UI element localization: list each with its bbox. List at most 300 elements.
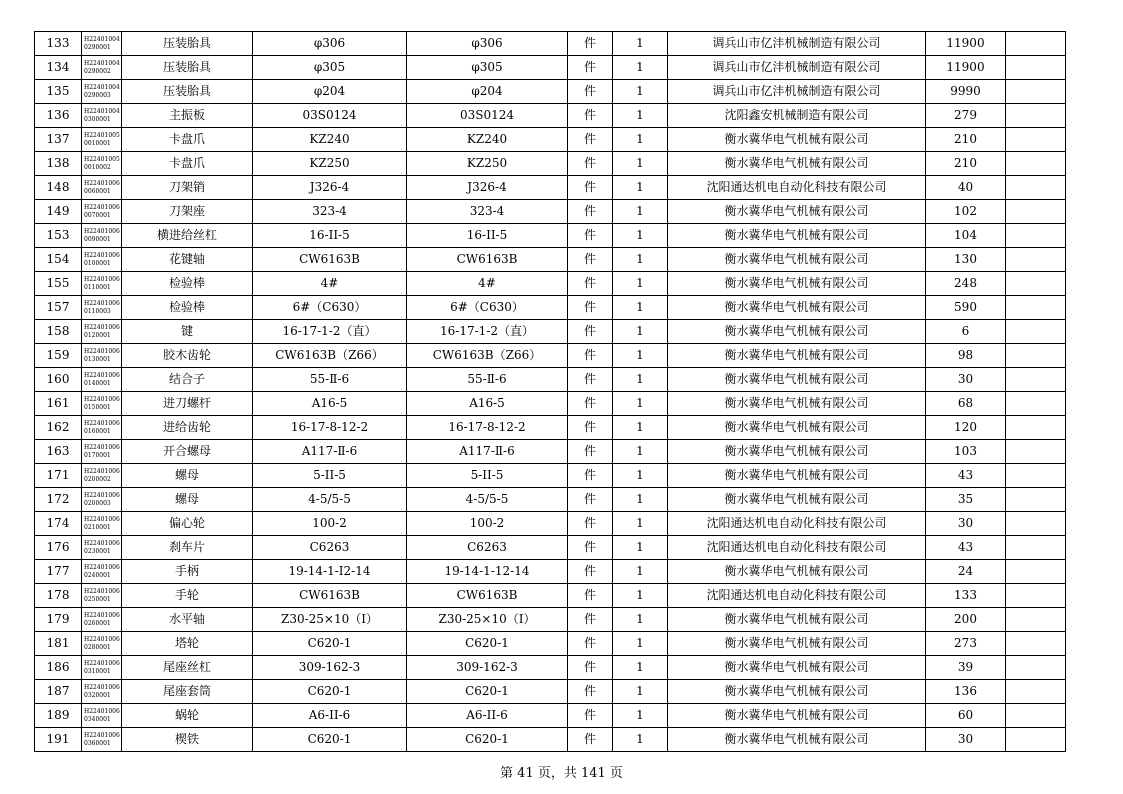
table-row	[35, 440, 1066, 464]
quantity-cell: 1	[613, 464, 668, 488]
remark-cell	[1006, 224, 1066, 248]
model-cell: 55-Ⅱ-6	[407, 368, 568, 392]
row-index-cell: 159	[35, 344, 82, 368]
quantity-cell: 1	[613, 32, 668, 56]
table-row	[35, 344, 1066, 368]
remark-cell	[1006, 56, 1066, 80]
item-code-cell	[82, 104, 122, 128]
remark-cell	[1006, 200, 1066, 224]
spec-cell: KZ240	[253, 128, 407, 152]
unit-cell: 件	[568, 464, 613, 488]
price-cell: 43	[926, 536, 1006, 560]
supplier-cell: 衡水冀华电气机械有限公司	[668, 392, 926, 416]
item-code-part: 0060001	[84, 187, 111, 195]
quantity-cell: 1	[613, 704, 668, 728]
quantity-cell: 1	[613, 416, 668, 440]
model-cell: 309-162-3	[407, 656, 568, 680]
supplier-cell: 衡水冀华电气机械有限公司	[668, 248, 926, 272]
quantity-cell: 1	[613, 224, 668, 248]
table-row	[35, 320, 1066, 344]
model-cell: KZ240	[407, 128, 568, 152]
model-cell: J326-4	[407, 176, 568, 200]
model-cell: A117-Ⅱ-6	[407, 440, 568, 464]
item-name-cell: 水平轴	[122, 608, 253, 632]
item-name-cell: 偏心轮	[122, 512, 253, 536]
unit-cell: 件	[568, 320, 613, 344]
row-index-cell: 191	[35, 728, 82, 752]
unit-cell: 件	[568, 608, 613, 632]
remark-cell	[1006, 416, 1066, 440]
row-index-cell: 137	[35, 128, 82, 152]
row-index-cell: 149	[35, 200, 82, 224]
remark-cell	[1006, 80, 1066, 104]
item-code-cell	[82, 488, 122, 512]
item-code-part: H22401006	[84, 395, 120, 403]
row-index-cell: 157	[35, 296, 82, 320]
item-code-cell	[82, 392, 122, 416]
item-name-cell: 压装胎具	[122, 56, 253, 80]
item-code-part: H22401006	[84, 227, 120, 235]
quantity-cell: 1	[613, 608, 668, 632]
item-name-cell: 横进给丝杠	[122, 224, 253, 248]
item-code-part: 0130001	[84, 355, 111, 363]
item-code-part: H22401006	[84, 179, 120, 187]
spec-cell: 16-II-5	[253, 224, 407, 248]
item-code-cell	[82, 464, 122, 488]
item-code-part: H22401006	[84, 323, 120, 331]
remark-cell	[1006, 344, 1066, 368]
row-index-cell: 171	[35, 464, 82, 488]
row-index-cell: 179	[35, 608, 82, 632]
price-cell: 130	[926, 248, 1006, 272]
spec-cell: CW6163B	[253, 584, 407, 608]
table-row	[35, 200, 1066, 224]
table-row	[35, 488, 1066, 512]
supplier-cell: 调兵山市亿沣机械制造有限公司	[668, 56, 926, 80]
price-cell: 6	[926, 320, 1006, 344]
item-code-part: 0250001	[84, 595, 111, 603]
unit-cell: 件	[568, 344, 613, 368]
item-code-cell	[82, 320, 122, 344]
quantity-cell: 1	[613, 632, 668, 656]
quantity-cell: 1	[613, 104, 668, 128]
table-row	[35, 512, 1066, 536]
row-index-cell: 160	[35, 368, 82, 392]
item-code-cell	[82, 152, 122, 176]
unit-cell: 件	[568, 680, 613, 704]
quantity-cell: 1	[613, 80, 668, 104]
item-code-part: H22401006	[84, 707, 120, 715]
row-index-cell: 162	[35, 416, 82, 440]
supplier-cell: 衡水冀华电气机械有限公司	[668, 272, 926, 296]
item-code-part: 0310001	[84, 667, 111, 675]
supplier-cell: 调兵山市亿沣机械制造有限公司	[668, 80, 926, 104]
model-cell: 16-II-5	[407, 224, 568, 248]
price-cell: 24	[926, 560, 1006, 584]
supplier-cell: 衡水冀华电气机械有限公司	[668, 560, 926, 584]
price-cell: 279	[926, 104, 1006, 128]
item-name-cell: 压装胎具	[122, 80, 253, 104]
table-row	[35, 728, 1066, 752]
spec-cell: 4-5/5-5	[253, 488, 407, 512]
item-name-cell: 检验棒	[122, 272, 253, 296]
supplier-cell: 衡水冀华电气机械有限公司	[668, 608, 926, 632]
price-cell: 200	[926, 608, 1006, 632]
item-code-cell	[82, 248, 122, 272]
price-cell: 68	[926, 392, 1006, 416]
item-name-cell: 尾座套筒	[122, 680, 253, 704]
supplier-cell: 衡水冀华电气机械有限公司	[668, 320, 926, 344]
row-index-cell: 161	[35, 392, 82, 416]
unit-cell: 件	[568, 728, 613, 752]
quantity-cell: 1	[613, 200, 668, 224]
item-code-part: H22401006	[84, 587, 120, 595]
unit-cell: 件	[568, 104, 613, 128]
item-code-cell	[82, 728, 122, 752]
table-row	[35, 368, 1066, 392]
supplier-cell: 衡水冀华电气机械有限公司	[668, 680, 926, 704]
supplier-cell: 衡水冀华电气机械有限公司	[668, 728, 926, 752]
item-code-cell	[82, 176, 122, 200]
table-row	[35, 296, 1066, 320]
quantity-cell: 1	[613, 176, 668, 200]
spec-cell: 5-II-5	[253, 464, 407, 488]
unit-cell: 件	[568, 56, 613, 80]
item-code-part: H22401006	[84, 275, 120, 283]
table-row	[35, 536, 1066, 560]
item-code-part: 0170001	[84, 451, 111, 459]
item-code-part: H22401006	[84, 659, 120, 667]
item-code-cell	[82, 272, 122, 296]
spec-cell: J326-4	[253, 176, 407, 200]
unit-cell: 件	[568, 416, 613, 440]
table-row	[35, 272, 1066, 296]
spec-cell: Z30-25×10（I）	[253, 608, 407, 632]
row-index-cell: 148	[35, 176, 82, 200]
item-code-part: H22401005	[84, 131, 120, 139]
spec-cell: A6-II-6	[253, 704, 407, 728]
table-row	[35, 392, 1066, 416]
page-footer: 第 41 页，共 141 页	[500, 766, 623, 781]
item-code-part: H22401006	[84, 299, 120, 307]
remark-cell	[1006, 488, 1066, 512]
item-code-cell	[82, 200, 122, 224]
table-row	[35, 104, 1066, 128]
spec-cell: φ204	[253, 80, 407, 104]
item-code-cell	[82, 536, 122, 560]
unit-cell: 件	[568, 656, 613, 680]
item-name-cell: 卡盘爪	[122, 128, 253, 152]
item-code-part: H22401006	[84, 443, 120, 451]
price-cell: 273	[926, 632, 1006, 656]
quantity-cell: 1	[613, 440, 668, 464]
item-code-cell	[82, 680, 122, 704]
item-code-part: H22401006	[84, 371, 120, 379]
supplier-cell: 沈阳通达机电自动化科技有限公司	[668, 584, 926, 608]
model-cell: C620-1	[407, 632, 568, 656]
table-row	[35, 80, 1066, 104]
supplier-cell: 衡水冀华电气机械有限公司	[668, 464, 926, 488]
remark-cell	[1006, 680, 1066, 704]
table-row	[35, 584, 1066, 608]
supplier-cell: 衡水冀华电气机械有限公司	[668, 200, 926, 224]
price-cell: 103	[926, 440, 1006, 464]
item-code-part: H22401006	[84, 251, 120, 259]
item-name-cell: 花键轴	[122, 248, 253, 272]
unit-cell: 件	[568, 512, 613, 536]
item-code-part: 0100001	[84, 259, 111, 267]
item-name-cell: 螺母	[122, 488, 253, 512]
price-cell: 102	[926, 200, 1006, 224]
remark-cell	[1006, 176, 1066, 200]
item-code-cell	[82, 296, 122, 320]
spec-cell: φ305	[253, 56, 407, 80]
item-code-cell	[82, 440, 122, 464]
item-code-part: H22401006	[84, 611, 120, 619]
model-cell: C620-1	[407, 728, 568, 752]
item-code-part: 0150001	[84, 403, 111, 411]
supplier-cell: 衡水冀华电气机械有限公司	[668, 440, 926, 464]
price-cell: 39	[926, 656, 1006, 680]
row-index-cell: 158	[35, 320, 82, 344]
unit-cell: 件	[568, 584, 613, 608]
remark-cell	[1006, 536, 1066, 560]
remark-cell	[1006, 728, 1066, 752]
item-name-cell: 手柄	[122, 560, 253, 584]
item-name-cell: 主振板	[122, 104, 253, 128]
unit-cell: 件	[568, 128, 613, 152]
price-cell: 11900	[926, 32, 1006, 56]
item-code-part: 0290003	[84, 91, 111, 99]
unit-cell: 件	[568, 632, 613, 656]
spec-cell: C620-1	[253, 632, 407, 656]
row-index-cell: 174	[35, 512, 82, 536]
row-index-cell: 189	[35, 704, 82, 728]
item-name-cell: 刹车片	[122, 536, 253, 560]
row-index-cell: 177	[35, 560, 82, 584]
model-cell: 16-17-8-12-2	[407, 416, 568, 440]
remark-cell	[1006, 320, 1066, 344]
item-code-part: H22401004	[84, 83, 120, 91]
remark-cell	[1006, 608, 1066, 632]
item-code-part: H22401004	[84, 107, 120, 115]
unit-cell: 件	[568, 200, 613, 224]
supplier-cell: 沈阳通达机电自动化科技有限公司	[668, 512, 926, 536]
item-code-part: 0240001	[84, 571, 111, 579]
item-name-cell: 开合螺母	[122, 440, 253, 464]
spec-cell: 323-4	[253, 200, 407, 224]
remark-cell	[1006, 584, 1066, 608]
item-code-part: H22401004	[84, 59, 120, 67]
item-code-part: H22401006	[84, 515, 120, 523]
supplier-cell: 衡水冀华电气机械有限公司	[668, 152, 926, 176]
spec-cell: C620-1	[253, 680, 407, 704]
price-cell: 133	[926, 584, 1006, 608]
quantity-cell: 1	[613, 584, 668, 608]
quantity-cell: 1	[613, 728, 668, 752]
table-row	[35, 248, 1066, 272]
item-code-part: 0200002	[84, 475, 111, 483]
spec-cell: 16-17-1-2（直）	[253, 320, 407, 344]
item-name-cell: 检验棒	[122, 296, 253, 320]
item-code-part: H22401006	[84, 419, 120, 427]
spec-cell: 55-Ⅱ-6	[253, 368, 407, 392]
quantity-cell: 1	[613, 320, 668, 344]
spec-cell: 16-17-8-12-2	[253, 416, 407, 440]
price-cell: 35	[926, 488, 1006, 512]
price-cell: 210	[926, 128, 1006, 152]
item-code-part: 0120001	[84, 331, 111, 339]
unit-cell: 件	[568, 224, 613, 248]
supplier-cell: 沈阳通达机电自动化科技有限公司	[668, 536, 926, 560]
item-code-part: 0090001	[84, 235, 111, 243]
table-row	[35, 704, 1066, 728]
item-code-part: 0230001	[84, 547, 111, 555]
unit-cell: 件	[568, 152, 613, 176]
item-code-cell	[82, 704, 122, 728]
remark-cell	[1006, 512, 1066, 536]
item-name-cell: 进刀螺杆	[122, 392, 253, 416]
model-cell: CW6163B（Z66）	[407, 344, 568, 368]
item-code-part: 0010002	[84, 163, 111, 171]
spec-cell: 4#	[253, 272, 407, 296]
item-code-part: 0300001	[84, 115, 111, 123]
supplier-cell: 衡水冀华电气机械有限公司	[668, 416, 926, 440]
model-cell: 19-14-1-12-14	[407, 560, 568, 584]
model-cell: A6-II-6	[407, 704, 568, 728]
row-index-cell: 187	[35, 680, 82, 704]
supplier-cell: 衡水冀华电气机械有限公司	[668, 704, 926, 728]
model-cell: 100-2	[407, 512, 568, 536]
quantity-cell: 1	[613, 368, 668, 392]
spec-cell: 03S0124	[253, 104, 407, 128]
unit-cell: 件	[568, 248, 613, 272]
price-cell: 98	[926, 344, 1006, 368]
price-cell: 60	[926, 704, 1006, 728]
unit-cell: 件	[568, 32, 613, 56]
table-row	[35, 176, 1066, 200]
item-code-part: H22401004	[84, 35, 120, 43]
remark-cell	[1006, 464, 1066, 488]
supplier-cell: 衡水冀华电气机械有限公司	[668, 224, 926, 248]
model-cell: 323-4	[407, 200, 568, 224]
item-name-cell: 蜗轮	[122, 704, 253, 728]
spec-cell: A16-5	[253, 392, 407, 416]
item-code-part: 0320001	[84, 691, 111, 699]
model-cell: 6#（C630）	[407, 296, 568, 320]
item-code-part: H22401006	[84, 635, 120, 643]
item-code-part: H22401006	[84, 491, 120, 499]
item-name-cell: 压装胎具	[122, 32, 253, 56]
price-cell: 9990	[926, 80, 1006, 104]
supplier-cell: 衡水冀华电气机械有限公司	[668, 344, 926, 368]
remark-cell	[1006, 392, 1066, 416]
price-table	[34, 31, 1066, 752]
item-code-cell	[82, 344, 122, 368]
item-code-part: 0280001	[84, 643, 111, 651]
price-cell: 11900	[926, 56, 1006, 80]
price-cell: 136	[926, 680, 1006, 704]
item-code-part: H22401006	[84, 563, 120, 571]
row-index-cell: 154	[35, 248, 82, 272]
price-cell: 590	[926, 296, 1006, 320]
model-cell: 16-17-1-2（直）	[407, 320, 568, 344]
item-name-cell: 结合子	[122, 368, 253, 392]
item-code-part: 0260001	[84, 619, 111, 627]
unit-cell: 件	[568, 440, 613, 464]
quantity-cell: 1	[613, 152, 668, 176]
item-code-cell	[82, 128, 122, 152]
table-row	[35, 632, 1066, 656]
unit-cell: 件	[568, 296, 613, 320]
item-name-cell: 刀架销	[122, 176, 253, 200]
model-cell: Z30-25×10（I）	[407, 608, 568, 632]
item-code-part: H22401006	[84, 539, 120, 547]
row-index-cell: 181	[35, 632, 82, 656]
quantity-cell: 1	[613, 680, 668, 704]
item-code-part: 0360001	[84, 739, 111, 747]
remark-cell	[1006, 128, 1066, 152]
spec-cell: 309-162-3	[253, 656, 407, 680]
remark-cell	[1006, 704, 1066, 728]
supplier-cell: 衡水冀华电气机械有限公司	[668, 296, 926, 320]
table-row	[35, 416, 1066, 440]
item-name-cell: 尾座丝杠	[122, 656, 253, 680]
remark-cell	[1006, 296, 1066, 320]
supplier-cell: 调兵山市亿沣机械制造有限公司	[668, 32, 926, 56]
remark-cell	[1006, 272, 1066, 296]
remark-cell	[1006, 248, 1066, 272]
model-cell: φ204	[407, 80, 568, 104]
item-code-cell	[82, 368, 122, 392]
item-code-cell	[82, 416, 122, 440]
model-cell: φ305	[407, 56, 568, 80]
quantity-cell: 1	[613, 488, 668, 512]
item-code-cell	[82, 32, 122, 56]
item-name-cell: 胶木齿轮	[122, 344, 253, 368]
table-row	[35, 608, 1066, 632]
remark-cell	[1006, 560, 1066, 584]
item-code-cell	[82, 584, 122, 608]
item-name-cell: 刀架座	[122, 200, 253, 224]
spec-cell: C6263	[253, 536, 407, 560]
item-code-part: 0200003	[84, 499, 111, 507]
item-name-cell: 卡盘爪	[122, 152, 253, 176]
quantity-cell: 1	[613, 512, 668, 536]
quantity-cell: 1	[613, 536, 668, 560]
price-cell: 40	[926, 176, 1006, 200]
row-index-cell: 153	[35, 224, 82, 248]
item-code-part: 0340001	[84, 715, 111, 723]
table-row	[35, 560, 1066, 584]
price-cell: 30	[926, 512, 1006, 536]
item-name-cell: 进给齿轮	[122, 416, 253, 440]
quantity-cell: 1	[613, 344, 668, 368]
quantity-cell: 1	[613, 296, 668, 320]
item-code-cell	[82, 80, 122, 104]
row-index-cell: 135	[35, 80, 82, 104]
item-name-cell: 键	[122, 320, 253, 344]
model-cell: 4-5/5-5	[407, 488, 568, 512]
item-code-part: 0010001	[84, 139, 111, 147]
row-index-cell: 176	[35, 536, 82, 560]
item-code-cell	[82, 608, 122, 632]
spec-cell: 19-14-1-I2-14	[253, 560, 407, 584]
table-row	[35, 224, 1066, 248]
item-code-part: H22401006	[84, 683, 120, 691]
table-row	[35, 680, 1066, 704]
model-cell: 03S0124	[407, 104, 568, 128]
